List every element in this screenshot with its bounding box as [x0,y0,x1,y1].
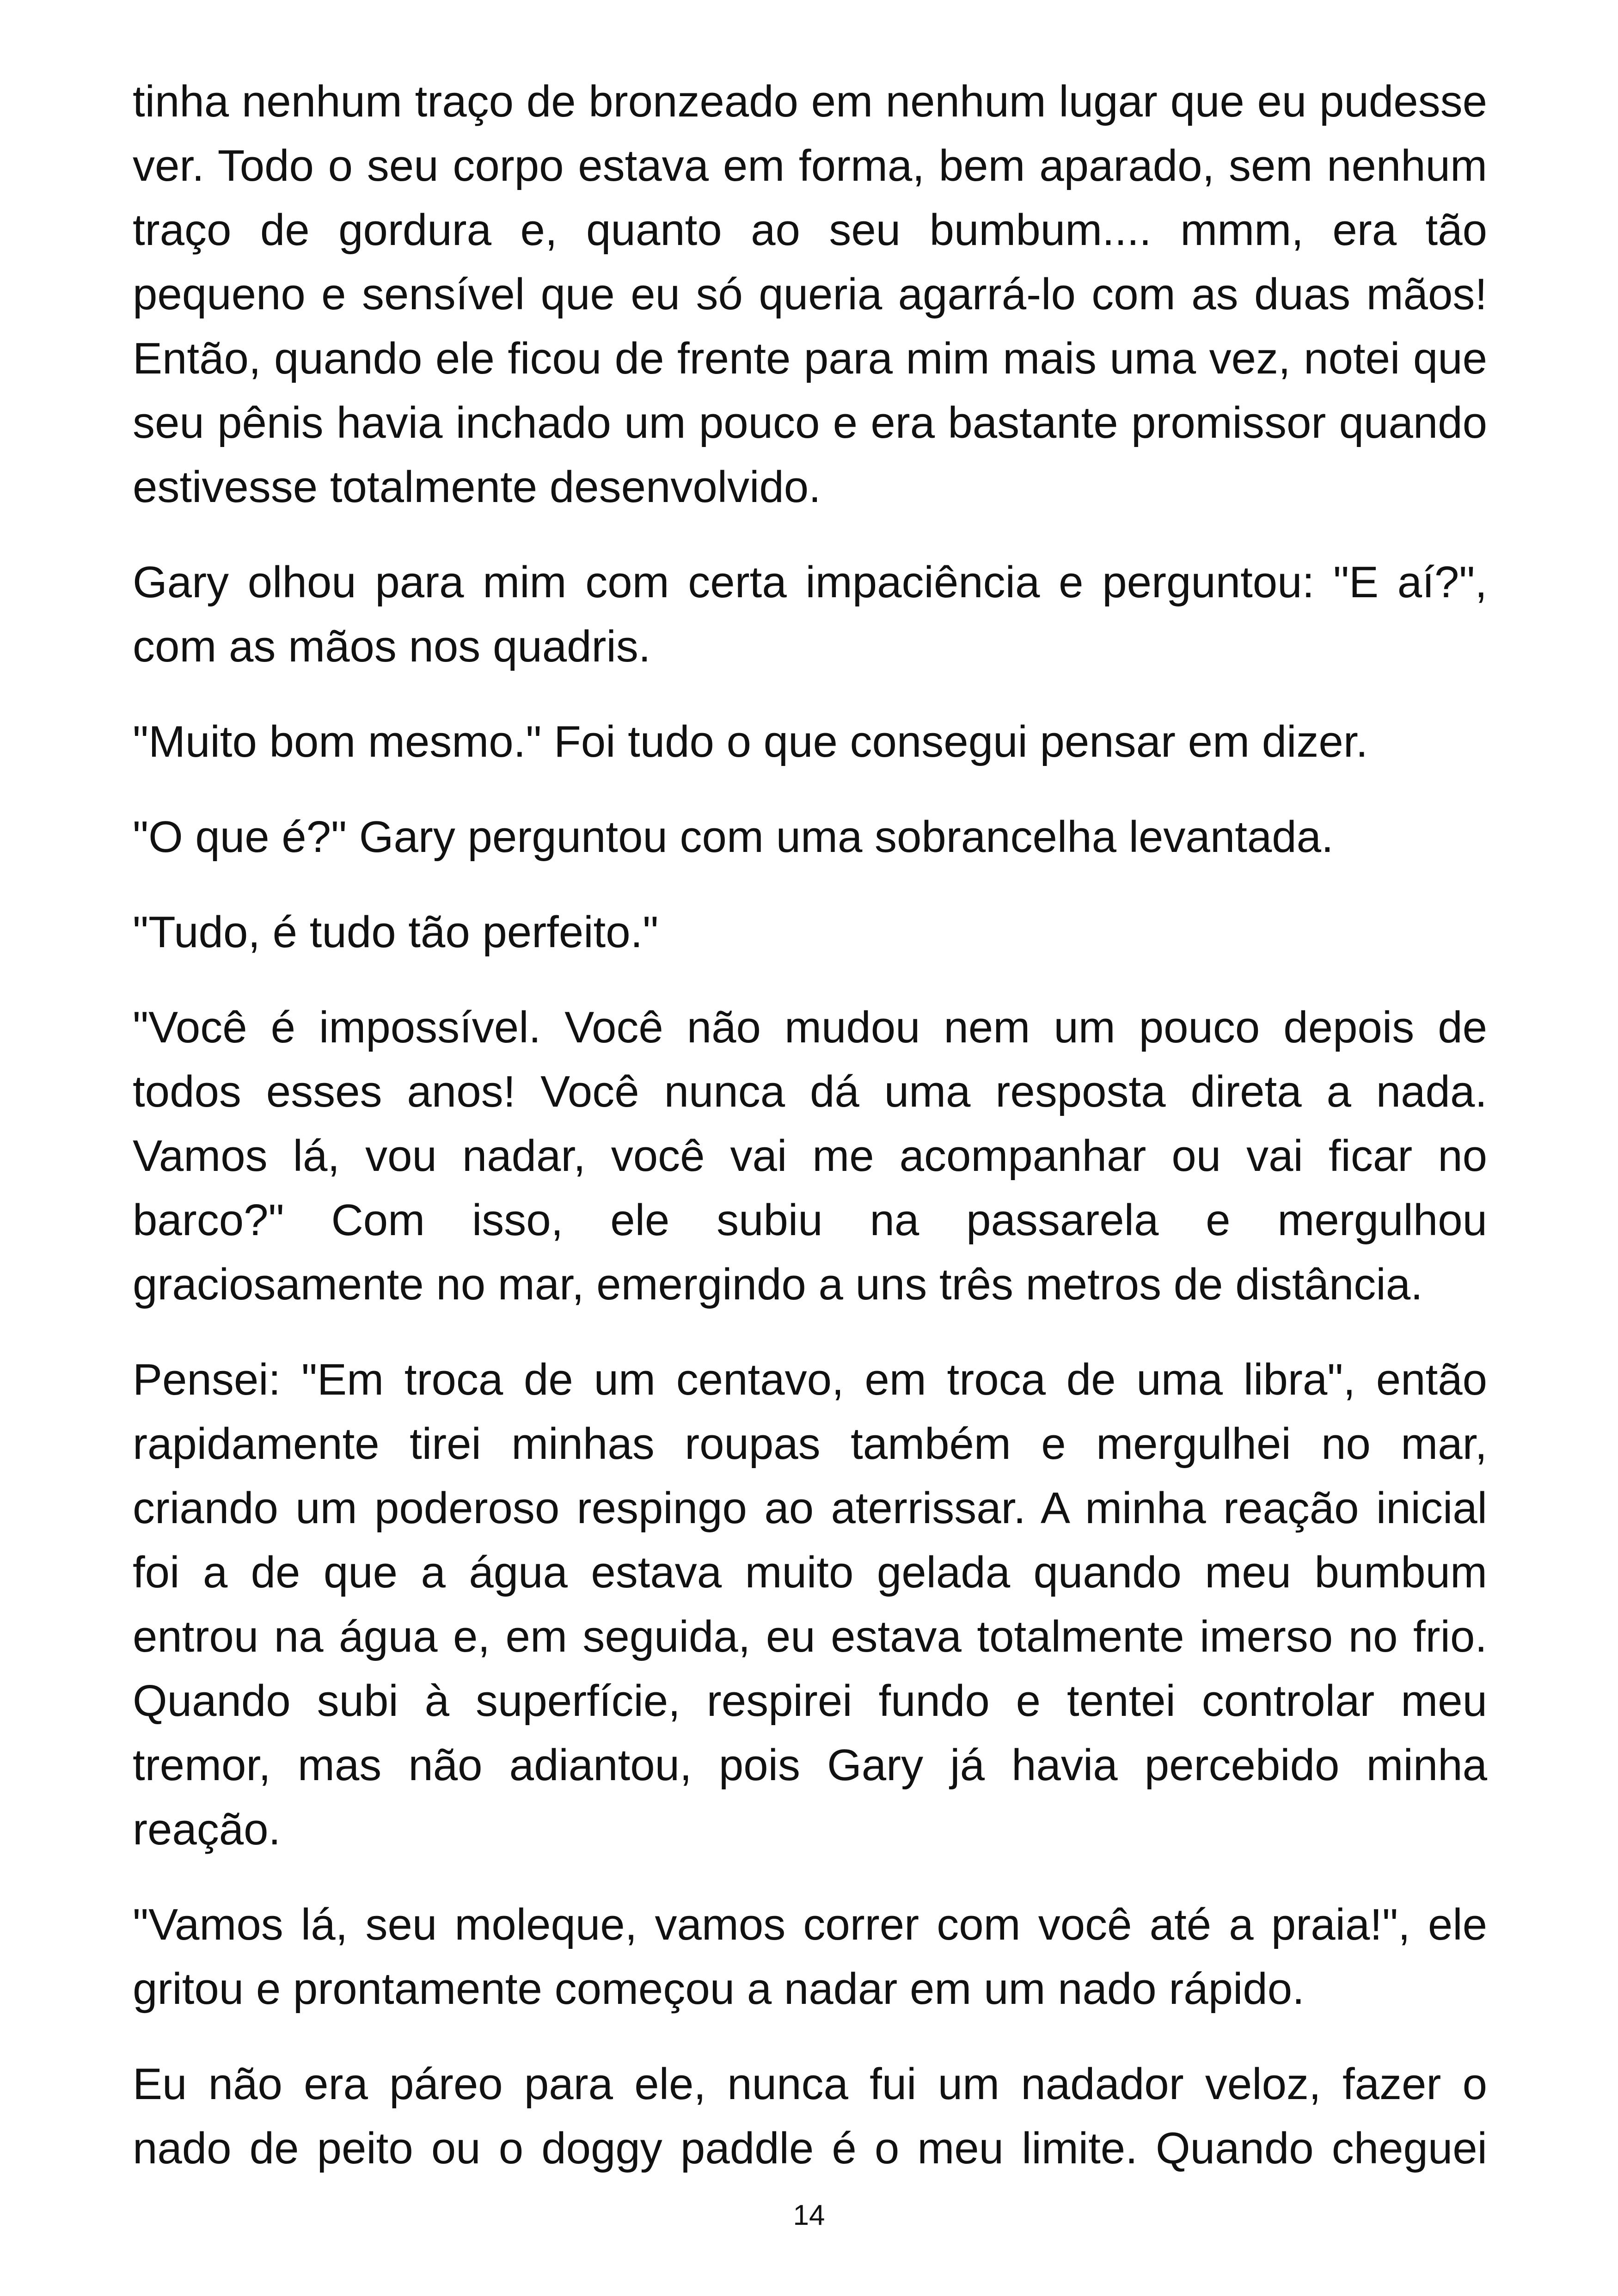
paragraph-5: "Tudo, é tudo tão perfeito." [133,907,659,957]
body-text [133,69,1487,2211]
paragraph-1: tinha nenhum traço de bronzeado em nenhum lugar que eu pudesse ver. Todo o seu corpo estava em forma, bem aparado, sem nenhum traço de gordura e, quanto ao seu bumbum.... mmm, era tão pequeno e sensível que eu só queria agarrá-lo com as duas mãos! Então, quando ele ficou de frente para mim mais uma vez, notei que seu pênis havia inchado um pouco e era bastante promissor quando estivesse totalmente desenvolvido. [133,77,1487,512]
paragraph-6: "Você é impossível. Você não mudou nem um pouco depois de todos esses anos! Você nunca dá uma resposta direta a nada. Vamos lá, vou nadar, você vai me acompanhar ou vai ficar no barco?" Com isso, ele subiu na passarela e mergulhou graciosamente no mar, emergindo a uns três metros de distância. [133,1003,1487,1309]
paragraph-2: Gary olhou para mim com certa impaciência e perguntou: "E aí?", com as mãos nos quadris. [133,557,1487,671]
paragraph-8: "Vamos lá, seu moleque, vamos correr com você até a praia!", ele gritou e prontamente começou a nadar em um nado rápido. [133,1900,1487,2014]
paragraph-3: "Muito bom mesmo." Foi tudo o que consegui pensar em dizer. [133,717,1368,766]
paragraph-9: Eu não era páreo para ele, nunca fui um nadador veloz, fazer o nado de peito ou o doggy paddle é o meu limite. Quando cheguei [133,2059,1487,2173]
page-number: 14 [793,2199,825,2231]
paragraph-7: Pensei: "Em troca de um centavo, em troca de uma libra", então rapidamente tirei minhas roupas também e mergulhei no mar, criando um poderoso respingo ao aterrissar. A minha reação inicial foi a de que a água estava muito gelada quando meu bumbum entrou na água e, em seguida, eu estava totalmente imerso no frio. Quando subi à superfície, respirei fundo e tentei controlar meu tremor, mas não adiantou, pois Gary já havia percebido minha reação. [133,1355,1487,1854]
paragraph-4: "O que é?" Gary perguntou com uma sobrancelha levantada. [133,812,1334,862]
